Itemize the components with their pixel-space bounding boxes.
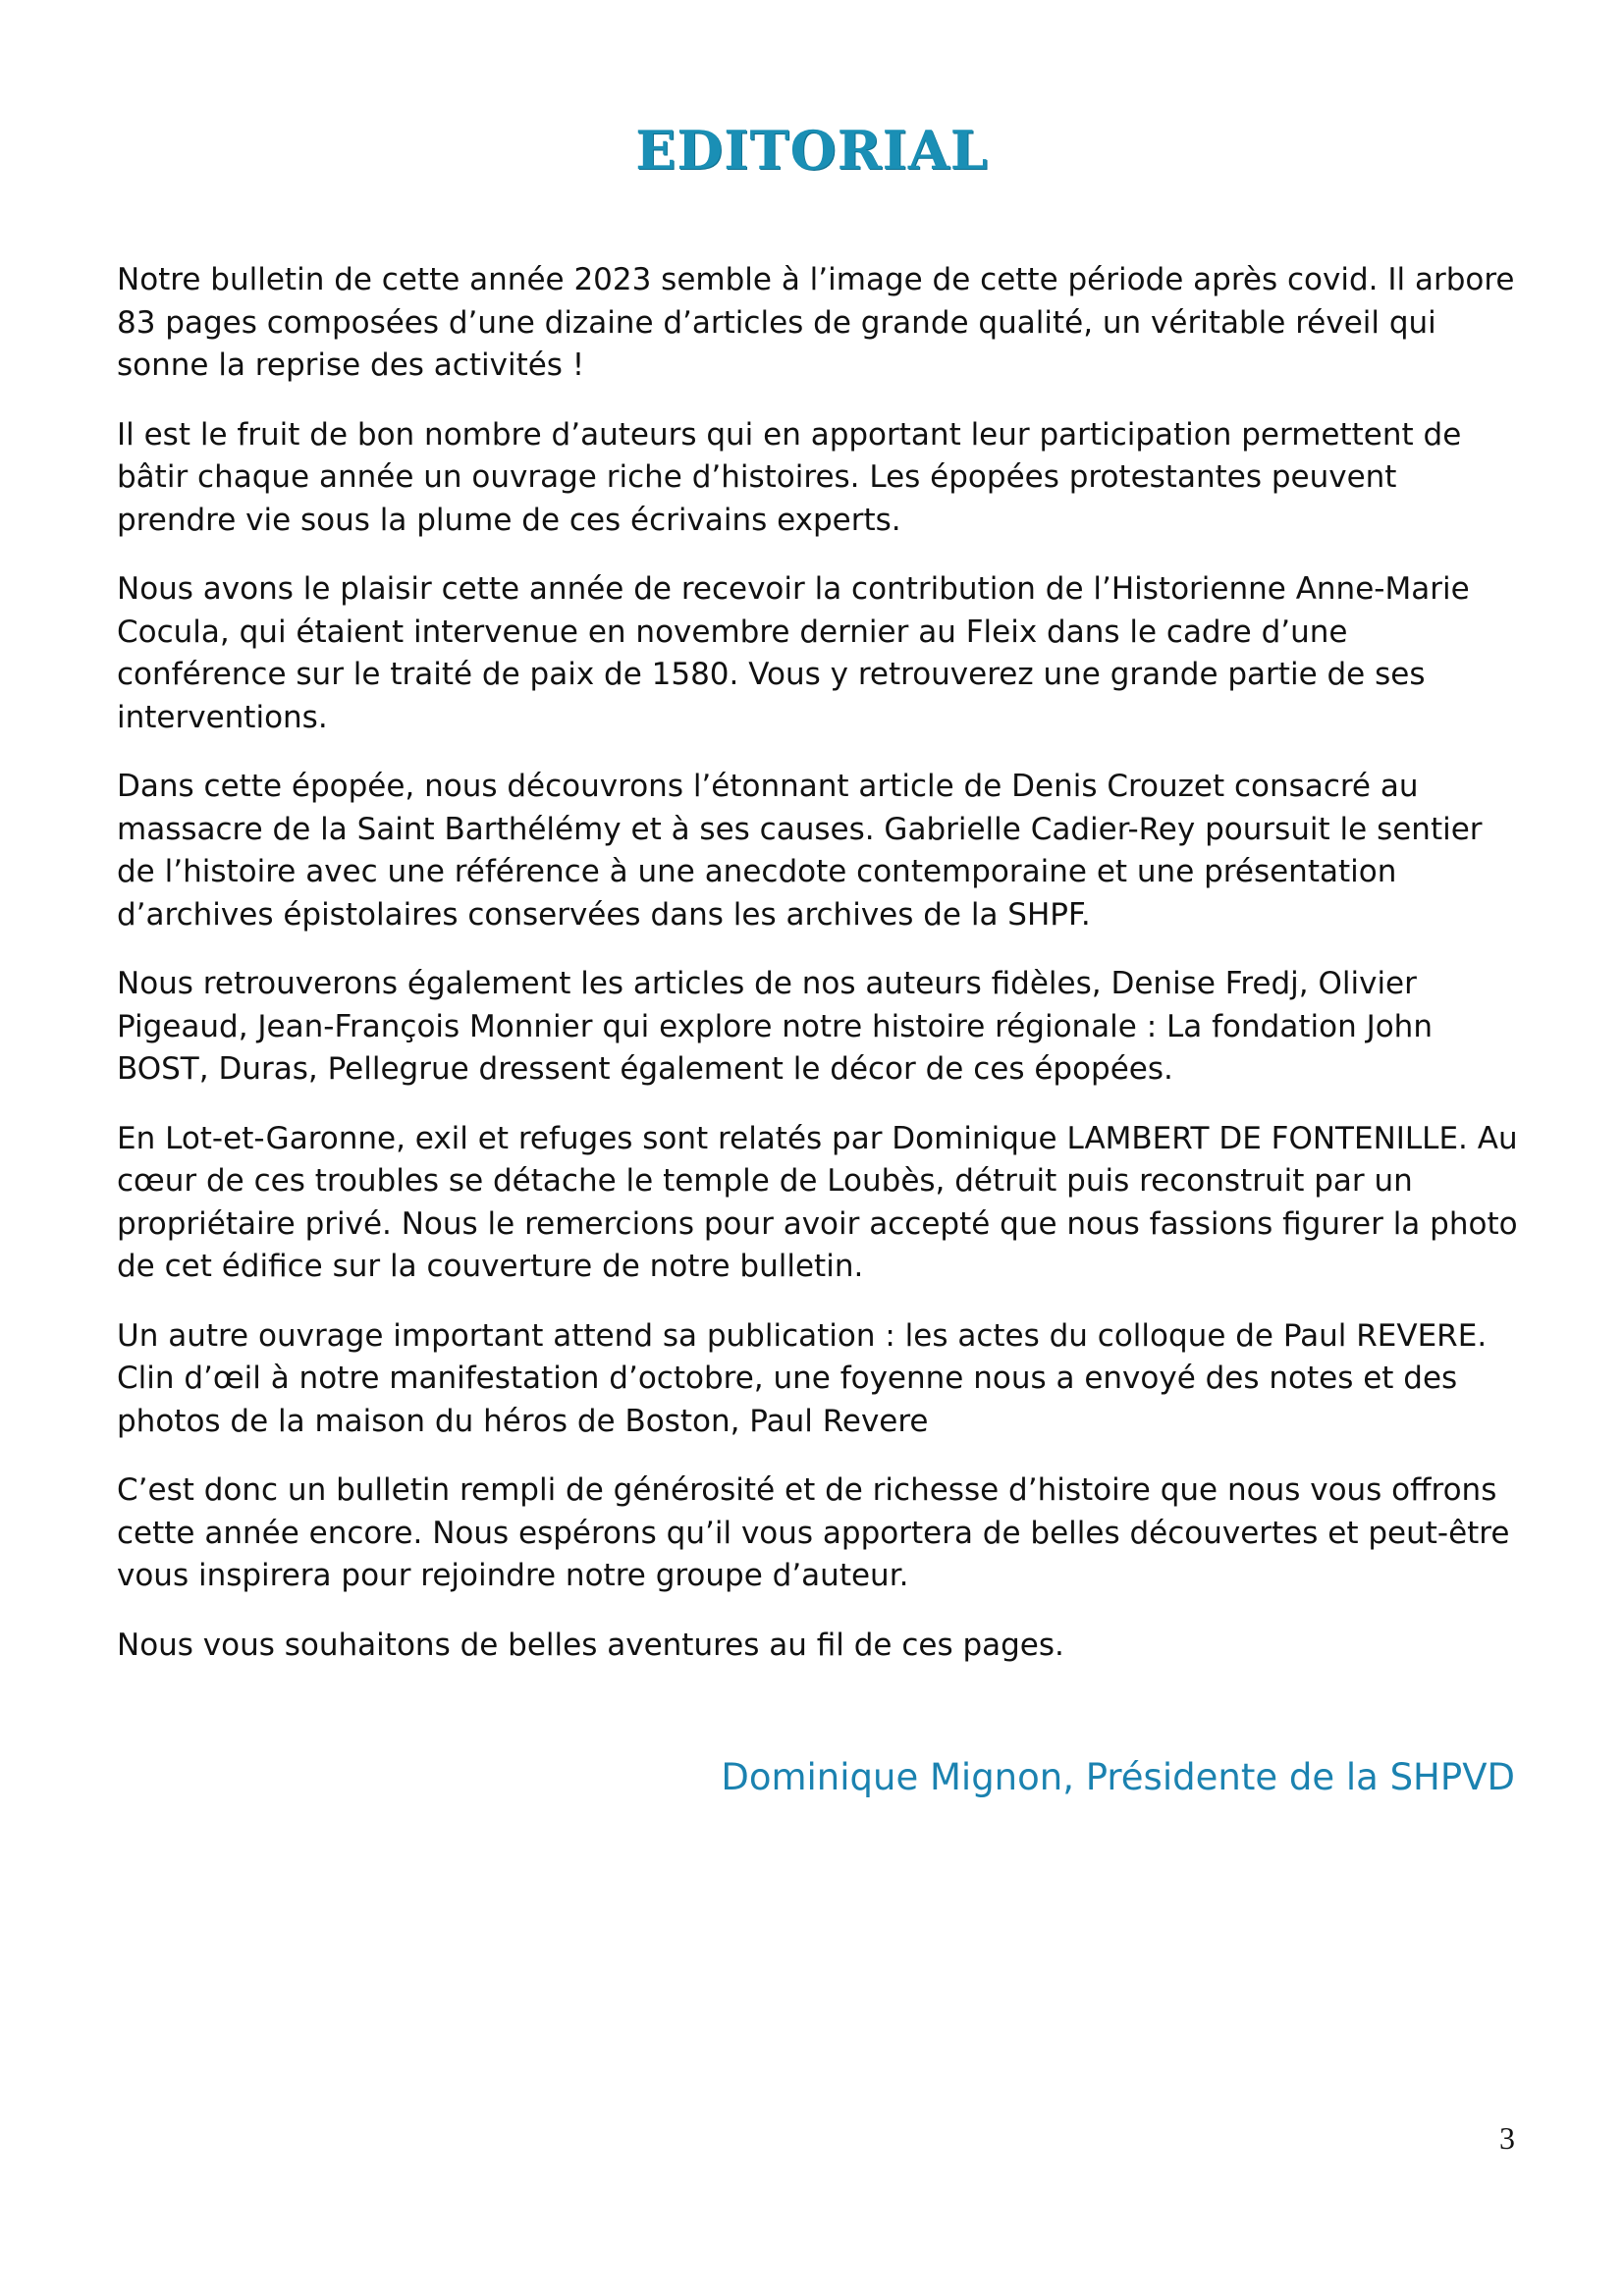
- paragraph-8: C’est donc un bulletin rempli de générosité et de richesse d’histoire que nous vous offrons cette année encore. Nous espérons qu’il vous apportera de belles découvertes et peut-être vous inspirera pour rejoindre notre groupe d’auteur.: [117, 1472, 1510, 1593]
- page-title: EDITORIAL: [635, 119, 989, 182]
- paragraph-1: Notre bulletin de cette année 2023 semble à l’image de cette période après covid. Il arbore 83 pages composées d’une dizaine d’articles de grande qualité, un véritable réveil qui sonne la reprise des activités !: [117, 262, 1515, 383]
- signature: Dominique Mignon, Présidente de la SHPVD: [721, 1756, 1515, 1798]
- paragraph-4: Dans cette épopée, nous découvrons l’étonnant article de Denis Crouzet consacré au massacre de la Saint Barthélémy et à ses causes. Gabrielle Cadier-Rey poursuit le sentier de l’histoire avec une référence à une anecdote contemporaine et une présentation d’archives épistolaires conservées dans les archives de la SHPF.: [117, 769, 1483, 933]
- paragraph-3: Nous avons le plaisir cette année de recevoir la contribution de l’Historienne Anne-Marie Cocula, qui étaient intervenue en novembre dernier au Fleix dans le cadre d’une conférence sur le traité de paix de 1580. Vous y retrouverez une grande partie de ses interventions.: [117, 571, 1470, 735]
- paragraph-6: En Lot-et-Garonne, exil et refuges sont relatés par Dominique LAMBERT DE FONTENILLE. Au cœur de ces troubles se détache le temple de Loubès, détruit puis reconstruit par un propriétaire privé. Nous le remercions pour avoir accepté que nous fassions figurer la photo de cet édifice sur la couverture de notre bulletin.: [117, 1120, 1518, 1284]
- editorial-body: [117, 259, 1521, 1693]
- page-number: 3: [1499, 2120, 1515, 2156]
- paragraph-7: Un autre ouvrage important attend sa publication : les actes du colloque de Paul REVERE. Clin d’œil à notre manifestation d’octobre, une foyenne nous a envoyé des notes et des photos de la maison du héros de Boston, Paul Revere: [117, 1317, 1488, 1439]
- paragraph-9: Nous vous souhaitons de belles aventures au fil de ces pages.: [117, 1627, 1064, 1663]
- paragraph-5: Nous retrouverons également les articles de nos auteurs fidèles, Denise Fredj, Olivier Pigeaud, Jean-François Monnier qui explore notre histoire régionale : La fondation John BOST, Duras, Pellegrue dressent également le décor de ces épopées.: [117, 966, 1433, 1087]
- paragraph-2: Il est le fruit de bon nombre d’auteurs qui en apportant leur participation permettent de bâtir chaque année un ouvrage riche d’histoires. Les épopées protestantes peuvent prendre vie sous la plume de ces écrivains experts.: [117, 416, 1462, 538]
